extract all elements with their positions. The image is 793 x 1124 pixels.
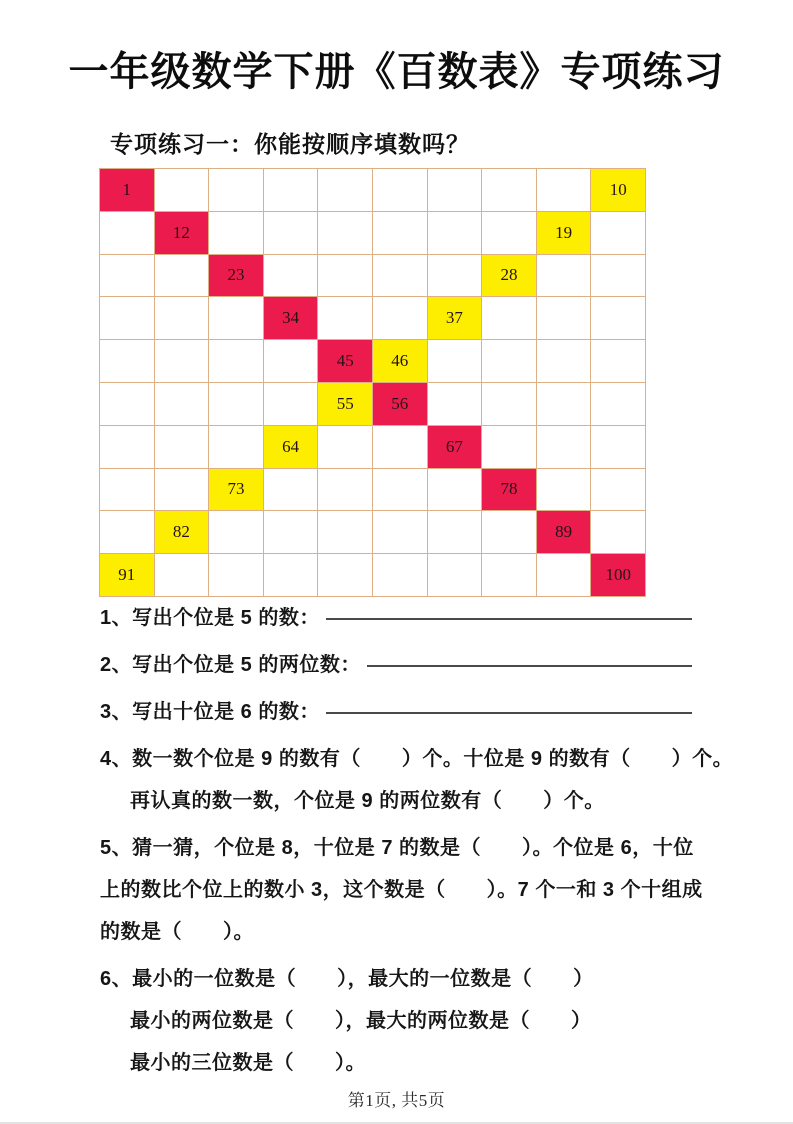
grid-cell: [591, 212, 646, 255]
grid-cell: [100, 340, 155, 383]
grid-cell: 10: [591, 169, 646, 212]
grid-cell: [591, 469, 646, 512]
grid-cell: [209, 554, 264, 597]
grid-cell: [100, 383, 155, 426]
grid-cell: [100, 426, 155, 469]
grid-cell: 78: [482, 469, 537, 512]
grid-cell: [155, 255, 210, 298]
grid-cell: [482, 340, 537, 383]
grid-cell: [482, 383, 537, 426]
grid-cell: [318, 511, 373, 554]
grid-cell: 55: [318, 383, 373, 426]
question-line: [100, 965, 692, 993]
grid-cell: [318, 169, 373, 212]
grid-cell: [591, 297, 646, 340]
grid-cell: [373, 169, 428, 212]
question-text: 上的数比个位上的数小 3，这个数是（ ）。7 个一和 3 个十组成: [100, 879, 703, 901]
question-line: [100, 651, 692, 679]
grid-cell: [318, 255, 373, 298]
grid-cell: [373, 511, 428, 554]
grid-cell: [155, 297, 210, 340]
question-text: 2、写出个位是 5 的两位数：: [100, 654, 361, 676]
question-line: [100, 745, 734, 773]
hundred-grid: [99, 168, 646, 597]
grid-cell: [318, 469, 373, 512]
grid-cell: [428, 554, 483, 597]
grid-cell: [482, 511, 537, 554]
grid-cell: 37: [428, 297, 483, 340]
question-line: [100, 1007, 692, 1035]
grid-cell: [264, 212, 319, 255]
grid-cell: [318, 426, 373, 469]
grid-cell: 45: [318, 340, 373, 383]
question-text: 再认真的数一数，个位是 9 的两位数有（ ）个。: [130, 790, 605, 812]
grid-cell: [209, 511, 264, 554]
grid-cell: 28: [482, 255, 537, 298]
grid-cell: [209, 169, 264, 212]
grid-cell: [155, 340, 210, 383]
question-text: 4、数一数个位是 9 的数有（ ）个。十位是 9 的数有（ ）个。: [100, 748, 734, 770]
grid-cell: [428, 255, 483, 298]
grid-cell: [100, 297, 155, 340]
grid-cell: [373, 255, 428, 298]
question-line: [100, 604, 692, 632]
grid-cell: 23: [209, 255, 264, 298]
grid-cell: [373, 469, 428, 512]
grid-cell: [264, 469, 319, 512]
grid-cell: [100, 255, 155, 298]
grid-cell: [155, 383, 210, 426]
grid-cell: [373, 212, 428, 255]
grid-cell: [155, 469, 210, 512]
grid-cell: [591, 255, 646, 298]
question-text: 最小的三位数是（ ）。: [130, 1052, 366, 1074]
question-line: [100, 876, 703, 904]
grid-cell: [318, 297, 373, 340]
grid-cell: [428, 469, 483, 512]
question-text: 5、猜一猜，个位是 8，十位是 7 的数是（ ）。个位是 6，十位: [100, 837, 694, 859]
grid-cell: [264, 511, 319, 554]
question-line: [100, 1049, 692, 1077]
grid-cell: 67: [428, 426, 483, 469]
grid-cell: [209, 340, 264, 383]
grid-cell: [155, 554, 210, 597]
grid-cell: [209, 426, 264, 469]
grid-cell: [482, 426, 537, 469]
grid-cell: [591, 383, 646, 426]
grid-cell: [537, 554, 592, 597]
fill-in-blank: [367, 665, 692, 667]
grid-cell: [537, 297, 592, 340]
grid-cell: [209, 297, 264, 340]
question-line: [100, 787, 692, 815]
grid-cell: [318, 212, 373, 255]
grid-cell: [591, 340, 646, 383]
questions: [100, 604, 734, 1077]
practice-subtitle: 专项练习一：你能按顺序填数吗？: [110, 131, 470, 157]
grid-cell: [537, 169, 592, 212]
grid-cell: 19: [537, 212, 592, 255]
fill-in-blank: [326, 618, 692, 620]
grid-cell: [537, 383, 592, 426]
grid-cell: 73: [209, 469, 264, 512]
grid-cell: [264, 554, 319, 597]
grid-cell: [591, 426, 646, 469]
grid-cell: [591, 511, 646, 554]
grid-cell: [482, 554, 537, 597]
grid-cell: [537, 340, 592, 383]
grid-cell: [428, 169, 483, 212]
grid-cell: 91: [100, 554, 155, 597]
question-text: 最小的两位数是（ ），最大的两位数是（ ）: [130, 1010, 592, 1032]
grid-cell: [209, 212, 264, 255]
grid-cell: [428, 340, 483, 383]
question-line: [100, 918, 692, 946]
grid-cell: [264, 169, 319, 212]
grid-cell: [264, 255, 319, 298]
grid-cell: [100, 511, 155, 554]
grid-cell: 34: [264, 297, 319, 340]
grid-cell: 64: [264, 426, 319, 469]
grid-cell: [100, 212, 155, 255]
fill-in-blank: [326, 712, 692, 714]
grid-cell: [482, 297, 537, 340]
grid-cell: [155, 169, 210, 212]
grid-cell: [428, 511, 483, 554]
grid-cell: [264, 383, 319, 426]
grid-cell: [209, 383, 264, 426]
grid-cell: 1: [100, 169, 155, 212]
grid-cell: [318, 554, 373, 597]
grid-cell: [482, 212, 537, 255]
page-title: 一年级数学下册《百数表》专项练习: [68, 50, 725, 94]
grid-cell: [373, 297, 428, 340]
grid-cell: 100: [591, 554, 646, 597]
grid-cell: [373, 426, 428, 469]
question-line: [100, 834, 692, 862]
grid-cell: [537, 255, 592, 298]
grid-cell: [428, 212, 483, 255]
question-text: 的数是（ ）。: [100, 921, 254, 943]
grid-cell: [428, 383, 483, 426]
question-text: 3、写出十位是 6 的数：: [100, 701, 320, 723]
question-text: 6、最小的一位数是（ ），最大的一位数是（ ）: [100, 968, 594, 990]
grid-cell: 56: [373, 383, 428, 426]
page-footer: 第1页, 共5页: [347, 1091, 446, 1110]
grid-cell: [100, 469, 155, 512]
grid-cell: 89: [537, 511, 592, 554]
grid-cell: [373, 554, 428, 597]
grid-cell: [155, 426, 210, 469]
grid-cell: [264, 340, 319, 383]
grid-cell: [482, 169, 537, 212]
question-line: [100, 698, 692, 726]
grid-cell: 82: [155, 511, 210, 554]
grid-cell: 12: [155, 212, 210, 255]
grid-cell: [537, 426, 592, 469]
grid-cell: 46: [373, 340, 428, 383]
question-text: 1、写出个位是 5 的数：: [100, 607, 320, 629]
grid-cell: [537, 469, 592, 512]
